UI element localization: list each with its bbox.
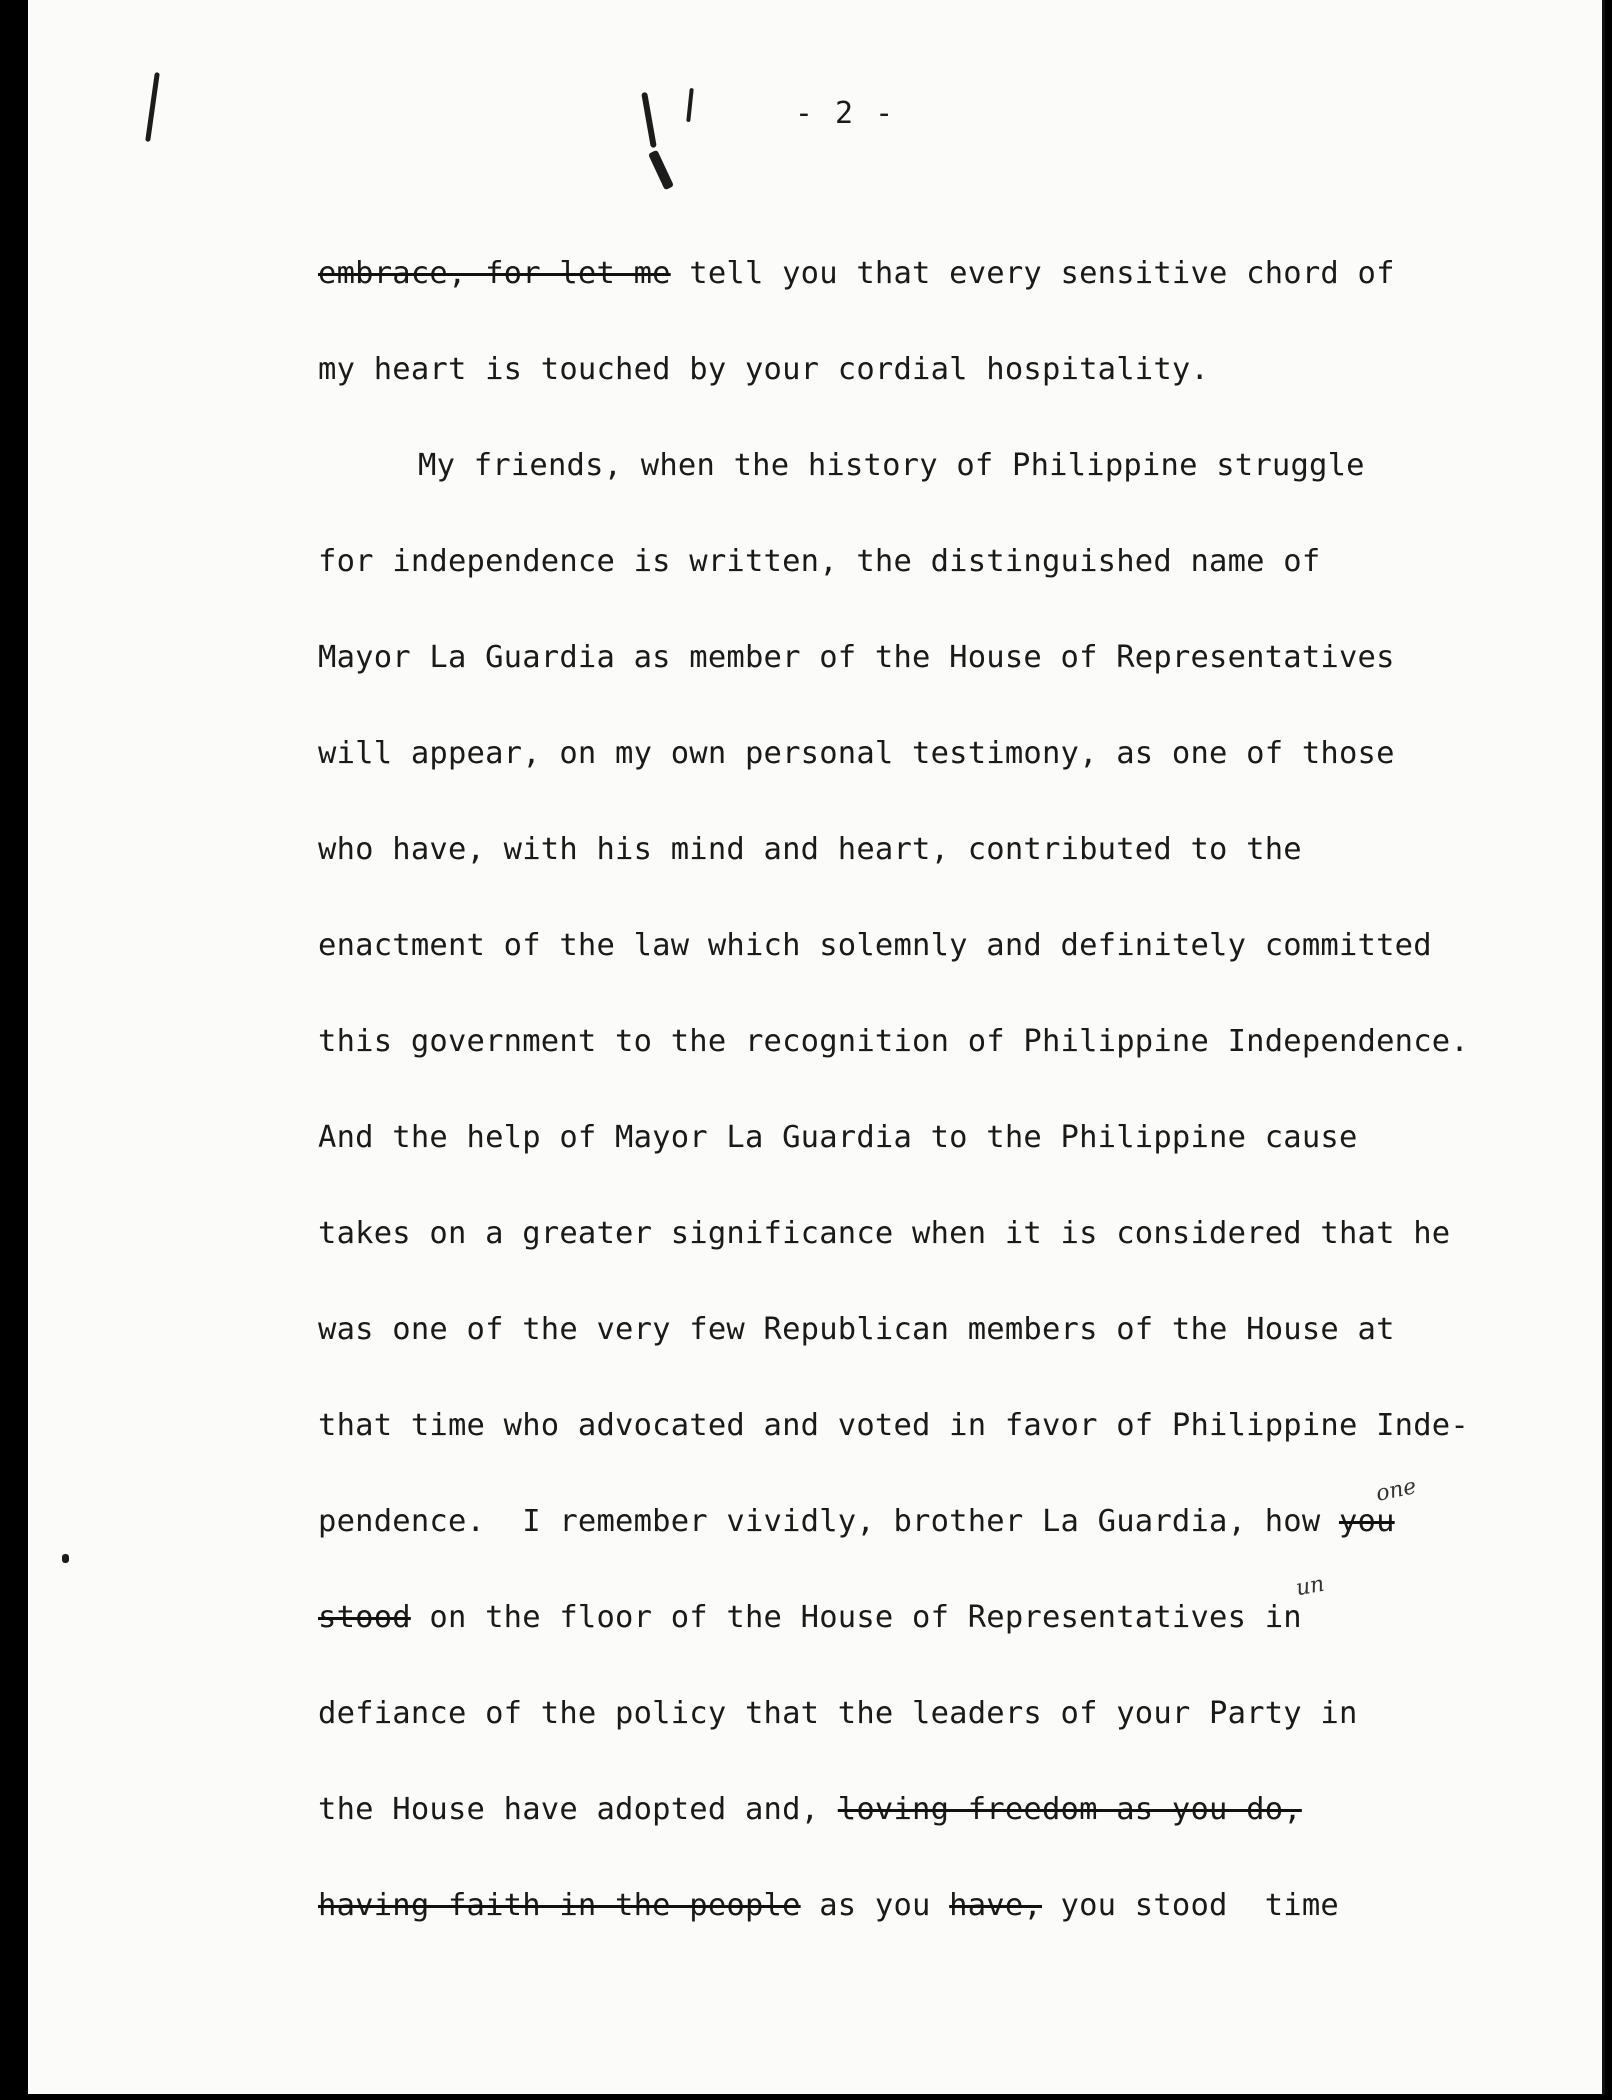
page-number: - 2 -	[794, 96, 896, 131]
text-line	[318, 1502, 1558, 1598]
text-segment: takes on a greater significance when it is considered that he	[318, 1216, 1451, 1251]
text-segment: this government to the recognition of Philippine Independence.	[318, 1024, 1469, 1059]
text-segment: for independence is written, the distinguished name of	[318, 544, 1321, 579]
handwritten-insert-un: un	[1294, 1571, 1327, 1602]
typed-body-text	[318, 254, 1558, 1982]
text-segment: pendence. I remember vividly, brother La Guardia, how	[318, 1504, 1339, 1539]
text-line	[318, 1214, 1558, 1310]
struck-text-segment: having faith in the people	[318, 1888, 801, 1923]
text-segment: will appear, on my own personal testimony, as one of those	[318, 736, 1395, 771]
text-line	[318, 926, 1558, 1022]
text-segment: tell you that every sensitive chord of	[670, 256, 1395, 291]
text-line	[318, 1118, 1558, 1214]
text-line	[318, 1598, 1558, 1694]
text-segment: enactment of the law which solemnly and definitely committed	[318, 928, 1432, 963]
document-page	[28, 0, 1605, 2094]
text-segment: that time who advocated and voted in favor of Philippine Inde-	[318, 1408, 1469, 1443]
text-line	[318, 830, 1558, 926]
text-line	[318, 1886, 1558, 1982]
text-segment: My friends, when the history of Philippine struggle	[418, 448, 1365, 483]
text-line	[318, 638, 1558, 734]
ink-dot-left	[62, 1554, 69, 1563]
text-line	[318, 1406, 1558, 1502]
text-segment: the House have adopted and,	[318, 1792, 838, 1827]
text-line	[318, 1022, 1558, 1118]
text-segment: you stood time	[1041, 1888, 1339, 1923]
struck-text-segment: embrace, for let me	[318, 256, 671, 291]
text-line	[318, 1310, 1558, 1406]
struck-text-segment: stood	[318, 1600, 411, 1635]
text-segment: And the help of Mayor La Guardia to the Philippine cause	[318, 1120, 1358, 1155]
text-line	[318, 446, 1558, 542]
text-segment: my heart is touched by your cordial hospitality.	[318, 352, 1210, 387]
text-segment: on the floor of the House of Representatives in	[410, 1600, 1302, 1635]
text-segment: who have, with his mind and heart, contributed to the	[318, 832, 1302, 867]
struck-text-segment: you	[1338, 1504, 1395, 1539]
text-line	[318, 734, 1558, 830]
text-segment: was one of the very few Republican members of the House at	[318, 1312, 1395, 1347]
text-segment: Mayor La Guardia as member of the House of Representatives	[318, 640, 1395, 675]
text-segment: defiance of the policy that the leaders of your Party in	[318, 1696, 1358, 1731]
text-line	[318, 350, 1558, 446]
struck-text-segment: have,	[949, 1888, 1042, 1923]
ink-mark-top-2	[648, 150, 674, 190]
text-line	[318, 1790, 1558, 1886]
handwritten-insert-one: one	[1373, 1474, 1419, 1507]
text-line	[318, 254, 1558, 350]
text-segment: as you	[800, 1888, 950, 1923]
struck-text-segment: loving freedom as you do,	[837, 1792, 1302, 1827]
text-line	[318, 1694, 1558, 1790]
text-line	[318, 542, 1558, 638]
